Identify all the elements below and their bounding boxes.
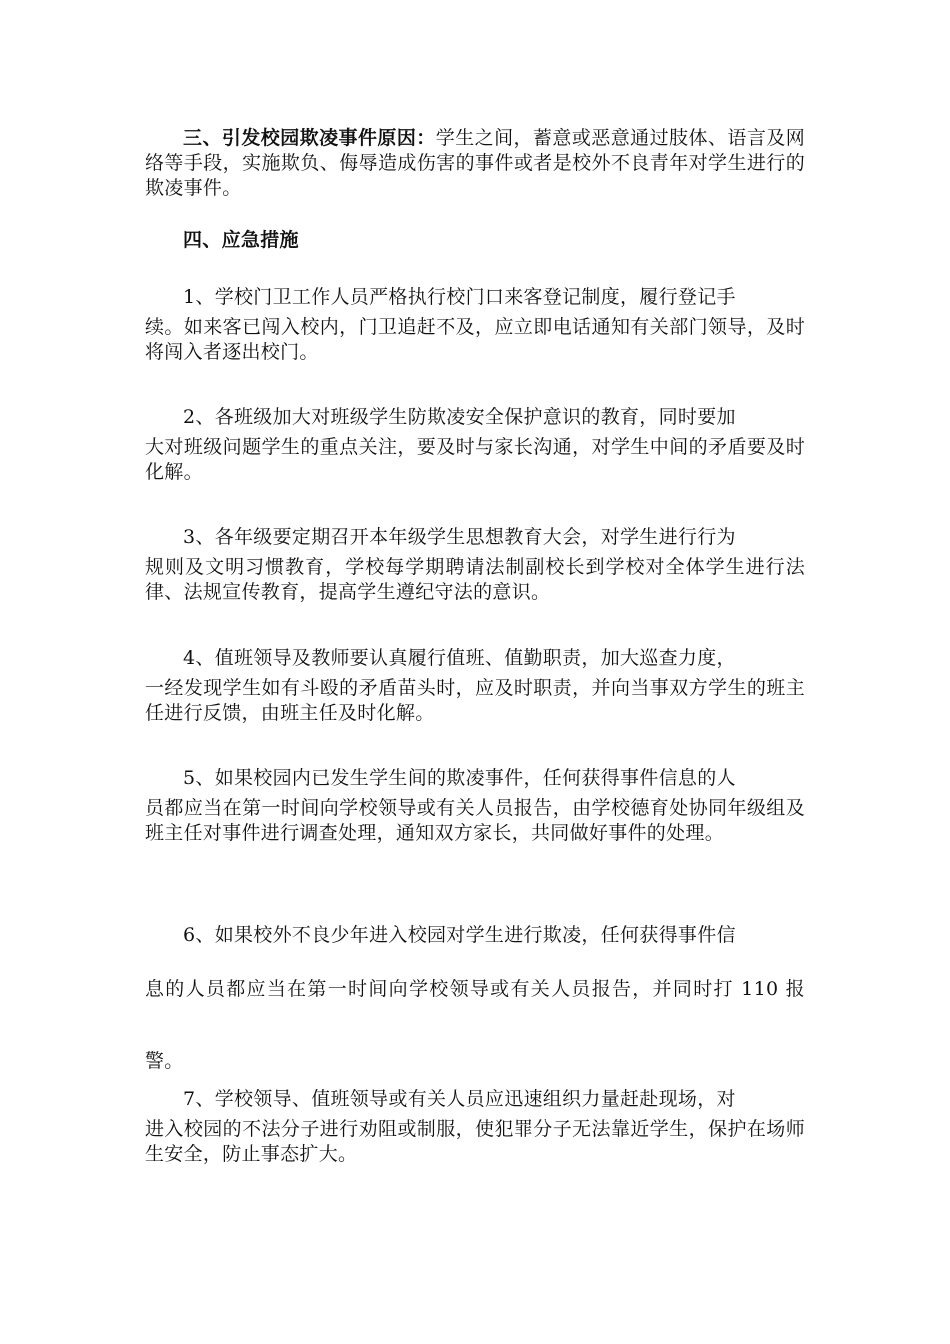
measure-item-7-first-line: 7、学校领导、值班领导或有关人员应迅速组织力量赶赴现场，对 [183, 1088, 736, 1110]
measure-item-2-first-line: 2、各班级加大对班级学生防欺凌安全保护意识的教育，同时要加 [183, 406, 736, 428]
section-3-paragraph [145, 126, 805, 201]
section-4-paragraph [145, 225, 805, 252]
section-4-heading: 四、应急措施 [183, 229, 299, 251]
measure-item-3-first-line: 3、各年级要定期召开本年级学生思想教育大会，对学生进行行为 [183, 526, 736, 548]
measure-item-7-rest: 进入校园的不法分子进行劝阻或制服，使犯罪分子无法靠近学生，保护在场师生安全，防止事态扩大。 [145, 1118, 805, 1165]
measure-item-5-rest: 员都应当在第一时间向学校领导或有关人员报告，由学校德育处协同年级组及班主任对事件进行调查处理，通知双方家长，共同做好事件的处理。 [145, 797, 805, 844]
measure-item-3 [145, 522, 805, 605]
section-3-body: 学生之间，蓄意或恶意通过肢体、语言及网络等手段，实施欺负、侮辱造成伤害的事件或者是校外不良青年对学生进行的欺凌事件。 [145, 127, 806, 199]
measure-item-6-first-line: 6、如果校外不良少年进入校园对学生进行欺凌，任何获得事件信 [183, 924, 736, 946]
section-3-heading: 三、引发校园欺凌事件原因： [183, 127, 436, 149]
measure-item-7 [145, 1084, 805, 1167]
measure-item-2-rest: 大对班级问题学生的重点关注，要及时与家长沟通，对学生中间的矛盾要及时化解。 [145, 436, 805, 483]
measure-item-2 [145, 402, 805, 485]
measure-item-4-first-line: 4、值班领导及教师要认真履行值班、值勤职责，加大巡查力度， [183, 647, 736, 669]
measure-item-3-rest: 规则及文明习惯教育，学校每学期聘请法制副校长到学校对全体学生进行法律、法规宣传教育，提高学生遵纪守法的意识。 [145, 556, 805, 603]
measure-item-1 [145, 282, 805, 365]
measure-item-6 [145, 911, 805, 1097]
measure-item-6-rest: 息的人员都应当在第一时间向学校领导或有关人员报告，并同时打 110 报警。 [145, 978, 805, 1072]
measure-item-4 [145, 643, 805, 726]
measure-item-1-rest: 续。如来客已闯入校内，门卫追赶不及，应立即电话通知有关部门领导，及时将闯入者逐出校门。 [145, 316, 805, 363]
measure-item-5-first-line: 5、如果校园内已发生学生间的欺凌事件，任何获得事件信息的人 [183, 767, 736, 789]
measure-item-5 [145, 763, 805, 846]
measure-item-1-first-line: 1、学校门卫工作人员严格执行校门口来客登记制度，履行登记手 [183, 286, 736, 308]
measure-item-4-rest: 一经发现学生如有斗殴的矛盾苗头时，应及时职责，并向当事双方学生的班主任进行反馈，由班主任及时化解。 [145, 677, 805, 724]
